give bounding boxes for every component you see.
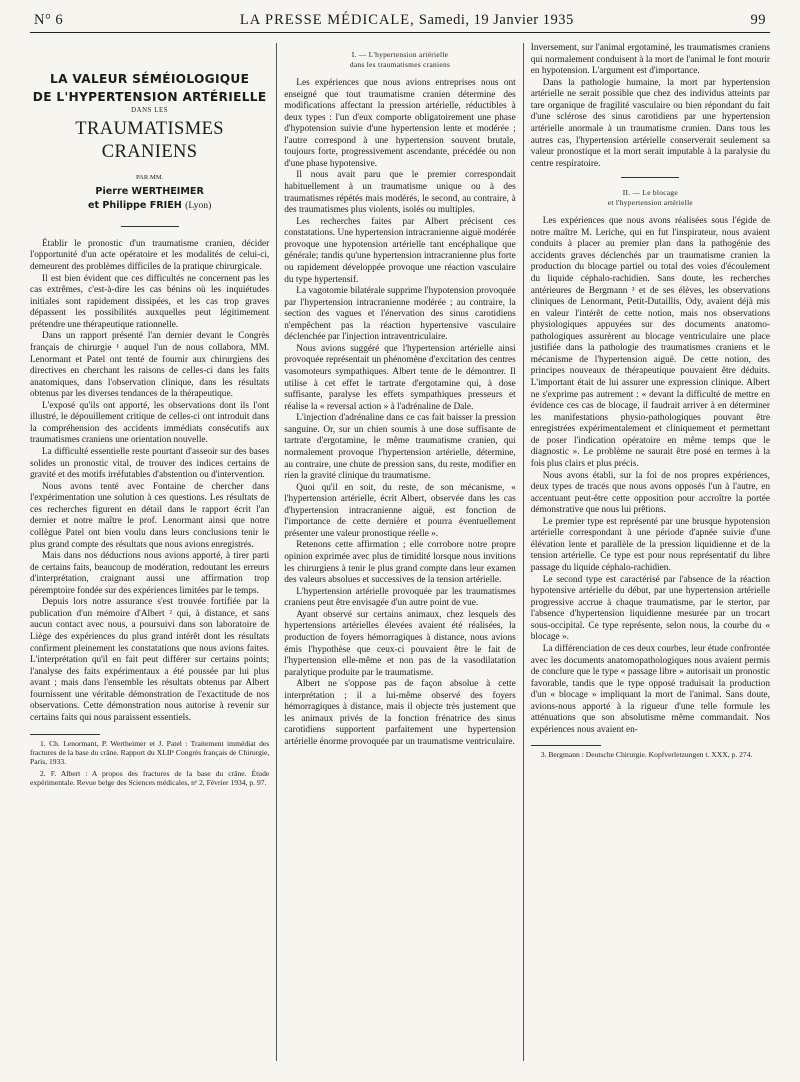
paragraph: L'exposé qu'ils ont apporté, les observations dont ils l'ont illustré, le dépouillement critique de celles-ci ont introduit dans la compréhension des accidents immédiats consécutifs aux traumatismes craniens une orientation nouvelle. [30,400,270,446]
header-rule [30,32,770,33]
paragraph: Quoi qu'il en soit, du reste, de son mécanisme, « l'hypertension artérielle, écrit Albert, observée dans les cas d'hypertension intracranienne aiguë, est fonction de l'importance de cette dernière et pourra éventuellement présenter une valeur pronostique réelle ». [284,482,516,539]
paragraph: Le second type est caractérisé par l'absence de la réaction hypotensive artérielle du début, par une hypertension artérielle progressive accrue à chaque traumatisme, par le stertor, par l'absence d'hypertension liquidienne mesurée par un trocart sous-occipital. Ce type représente, selon nous, la courbe du « blocage ». [530,574,771,643]
footnote: 1. Ch. Lenormant, P. Wertheimer et J. Patel : Traitement immédiat des fractures de la base du crâne. Rapport du XLIIᵉ Congrès français de Chirurgie, Paris, 1933. [30,738,270,767]
footnote-divider [30,734,100,735]
paragraph: Les recherches faites par Albert précisent ces constatations. Une hypertension intracranienne aiguë modérée provoque une hypotension artérielle tant encéphalique que générale; tandis qu'une hypertension intracranienne plus forte ou rapidement développée provoque une réaction vasculaire du type hypertensif. [284,216,516,285]
paragraph: Inversement, sur l'animal ergotaminé, les traumatismes craniens qui normalement conduisent à la mort de l'animal le font mourir en hypotension. L'argument est d'importance. [530,43,771,77]
section-heading-line: et l'hypertension artérielle [607,198,693,208]
paragraph: Dans un rapport présenté l'an dernier devant le Congrès français de chirurgie ¹ auquel l'un de nous collabora, MM. Lenormant et Patel ont tenté de fournir aux chirurgiens des directives en cherchant les raisons de celles-ci dans les faits anatomiques, dans l'observation clinique, dans les résultats obtenus par les diverses tendances de la thérapeutique. [30,331,270,400]
paragraph: Nous avons établi, sur la foi de nos propres expériences, deux types de tracés que nous avons opposés l'un à l'autre, en accentuant peut-être cette opposition pour accroître la portée démonstrative que nous lui prêtions. [530,470,771,516]
paragraph: Albert ne s'oppose pas de façon absolue à cette interprétation ; il a lui-même observé des foyers hémorragiques à distance, mais il objecte très justement que les animaux privés de la fonction frénatrice des sinus carotidiens supportent parfaitement une hypertension artérielle énorme provoquée par un traumatisme ventriculaire. [284,679,516,748]
column-3 [524,43,770,1061]
article-title-block [30,71,269,227]
section-heading-line: II. — Le blocage [622,188,679,198]
author-1: Pierre WERTHEIMER [95,186,204,198]
article-columns [30,43,770,1061]
paragraph: Retenons cette affirmation ; elle corrobore notre propre opinion exprimée avec plus de timidité lorsque nous invitions les chirurgiens à tenir le plus grand compte dans leur examen des valeurs absolues et successives de la tension artérielle. [284,540,516,586]
footnote: 3. Bergmann : Deutsche Chirurgie. Kopfverletzungen t. XXX, p. 274. [540,750,753,760]
paragraph: Établir le pronostic d'un traumatisme cranien, décider l'opportunité d'un acte opératoire et les modalités de celui-ci, demeurent des problèmes difficiles de la pratique chirurgicale. [30,238,270,272]
paragraph: Les expériences que nous avions entreprises nous ont enseigné que tout traumatisme cranien détermine des modifications affectant la pression artérielle, réductibles à deux types : l'un d'eux comporte obligatoirement une phase d'hypotension suivie d'une hypertension lente et modérée ; l'autre correspond à une hypertension souvent brutale, toujours forte, progressivement ascendante, précédée ou non d'une phase hypotensive. [284,77,516,169]
title-line-1: LA VALEUR SÉMÉIOLOGIQUE [50,72,250,86]
title-line-4: TRAUMATISMES CRANIENS [75,118,224,162]
paragraph: L'hypertension artérielle provoquée par les traumatismes craniens peut être envisagée d'un autre point de vue. [284,586,516,609]
paragraph: Les expériences que nous avons réalisées sous l'égide de notre maître M. Leriche, qui en fut l'inspirateur, nous avaient conduits à placer au premier plan dans la pathogénie des accidents graves déclenchés par un traumatisme cranien la production du blocage partiel ou total des voies d'écoulement du liquide céphalo-rachidien. Sans doute, les recherches antérieures de Bergmann ³ et de ses élèves, les observations cliniques de Lenormant, Petit-Dutaillis, Ody, avaient déjà mis en valeur l'intérêt de cette notion, mais nos observations physiologiques appuyées sur des documents anatomo-pathologiques assurèrent au blocage ventriculaire une place justifiée dans la pathologie des traumatismes craniens et le mécanisme de l'hypertension aiguë. De cette notion, des principes nouveaux de thérapeutique pouvaient être déduits. L'important était de lui assurer une expression clinique. Albert ne s'exprime pas autrement : « devant la difficulté de mettre en évidence ces cas de blocage, il faudrait arriver à en déterminer les manifestations physio-pathologiques pouvant être enregistrées expérimentalement et cliniquement et permettant de poser l'indication opératoire en même temps que le diagnostic ». Le problème ne saurait être posé en termes à la fois plus clairs et plus précis. [530,216,771,469]
running-header [30,12,770,29]
col1-body [30,239,269,725]
column-1 [30,43,276,1061]
paragraph: Nous avions suggéré que l'hypertension artérielle ainsi provoquée représentait un phénomène d'excitation des centres vasomoteurs sympathiques. Albert tente de le démontrer. Il utilise à cet effet le tartrate d'ergotamine qui, à dose suffisante, paralyse les effets sympathiques presseurs et réalise la « reversal action » à l'adrénaline de Dale. [284,343,516,412]
paragraph: Mais dans nos déductions nous avions apporté, à tirer parti de certains faits, beaucoup de modération, redoutant les erreurs d'interprétation, craignant aussi une affirmation trop péremptoire fondée sur des expériences limitées par le temps. [30,551,270,596]
section-heading-line: I. — L'hypertension artérielle [351,50,449,59]
paragraph: Ayant observé sur certains animaux, chez lesquels des hypertensions artérielles élevées avaient été réalisées, la production de foyers hémorragiques à distance, nous avions émis l'hypothèse que ceux-ci pouvaient être le fait de l'hypertension elle-même et non pas de la vasodilatation paralytique produite par le traumatisme. [284,609,516,678]
section-heading-1 [284,50,515,70]
author-location: (Lyon) [185,200,212,212]
column-2 [276,43,523,1061]
paragraph: Il nous avait paru que le premier correspondait habituellement à un traumatisme unique ou à des traumatismes répétés mais modérés, le second, au contraire, à des traumatismes plus violents, isolés ou multiples. [284,170,516,216]
paragraph: Il est bien évident que ces difficultés ne concernent pas les cas extrêmes, c'est-à-dire les cas bénins où les inquiétudes initiales sont rapidement dissipées, et les cas trop graves dépassent les possibilités auxquelles peut légitimement prétendre une thérapeutique rationnelle. [30,273,270,330]
section-divider [621,177,679,178]
paragraph: La difficulté essentielle reste pourtant d'asseoir sur des bases solides un pronostic vital, de trouver des indices certains de gravité et des motifs irréfutables d'abstention ou d'intervention. [30,447,270,481]
paragraph: Depuis lors notre assurance s'est trouvée fortifiée par la publication d'un mémoire d'Albert ² qui, à distance, et sans aucun contact avec nous, a poursuivi dans son laboratoire de Liège des expériences du plus grand intérêt dont les résultats confirment pleinement les constatations que nous avions faites. L'interprétation qu'il en fait peut différer sur certains points; l'analyse des faits expérimentaux a été poussée par lui plus avant ; mais dans l'ensemble les résultats obtenus par Albert fournissent une véritable démonstration de l'exactitude de nos observations. Cette démonstration nous autorise à revenir sur certains faits qui nous paraissent essentiels. [30,597,270,723]
issue-number: N° 6 [34,12,64,28]
paragraph: Le premier type est représenté par une brusque hypotension artérielle correspondant à une période d'apnée suivie d'une élévation lente et parallèle de la pression liquidienne et de la tension artérielle. Ce type est pour nous représentatif du libre passage du liquide céphalo-rachidien. [530,516,771,574]
paragraph: Dans la pathologie humaine, la mort par hypertension artérielle ne serait possible que chez des individus atteints par tare organique de fragilité vasculaire ou bien répondant du fait d'une sclérose des sinus carotidiens par une hypertension artérielle anormale à un traumatisme cranien. Dans tous les autres cas, l'hypertension artérielle conserverait seulement sa valeur pronostique et la mort serait imputable à la paralysie du centre respiratoire. [530,77,771,169]
paragraph: La vagotomie bilatérale supprime l'hypotension provoquée par l'hypertension intracranienne modérée ; au contraire, la section des vagues et l'énervation des sinus carotidiens n'empêchent pas la réaction hypertensive vasculaire déclenchée par l'injection intraventriculaire. [284,286,516,343]
journal-name: LA PRESSE MÉDICALE, [239,12,415,28]
title-divider [121,226,179,227]
authors [30,185,269,214]
byline-par: PAR MM. [136,173,164,181]
title-line-3: DANS LES [131,107,169,115]
title-line-2: DE L'HYPERTENSION ARTÉRIELLE [32,89,267,104]
paragraph: Nous avons tenté avec Fontaine de chercher dans l'expérimentation une solution à ces questions. Les résultats de ces recherches figurent en détail dans le rapport écrit l'an dernier et notre maître le prof. Lenormant ainsi que notre collègue Patel ont bien voulu dans leurs conclusions tenir le plus grand compte des résultats que nous avions enregistrés. [30,481,270,550]
paragraph: La différenciation de ces deux courbes, leur étude confrontée avec les documents anatomopathologiques nous avaient permis de conclure que le type « passage libre » autorisait un pronostic favorable, tandis que le type opposé traduisait la production d'un « blocage » impliquant la mort de l'animal. Sans doute, avions-nous apporté à la rigueur d'une telle formule les atténuations que son absolutisme même commandait. Nos expériences nous avaient en- [530,643,771,735]
page-number: 99 [750,12,766,28]
author-2: et Philippe FRIEH [87,200,182,212]
issue-date: Samedi, 19 Janvier 1935 [418,12,574,28]
section-heading-2 [531,188,770,208]
footnote: 2. F. Albert : A propos des fractures de la base du crâne. Étude expérimentale. Revue belge des Sciences médicales, nᵒ 2, Février 1934, p. 97. [30,768,270,788]
section-heading-line: dans les traumatismes craniens [349,59,451,69]
paragraph: L'injection d'adrénaline dans ce cas fait baisser la pression sanguine. Or, sur un chien soumis à une dose suffisante de tartrate d'ergotamine, le même traumatisme cranien, qui normalement provoque l'hypertension artérielle, détermine, au contraire, une chute de pression sans, du reste, modifier en rien la gravité clinique du traumatisme. [284,413,516,482]
footnote-divider [531,745,601,746]
